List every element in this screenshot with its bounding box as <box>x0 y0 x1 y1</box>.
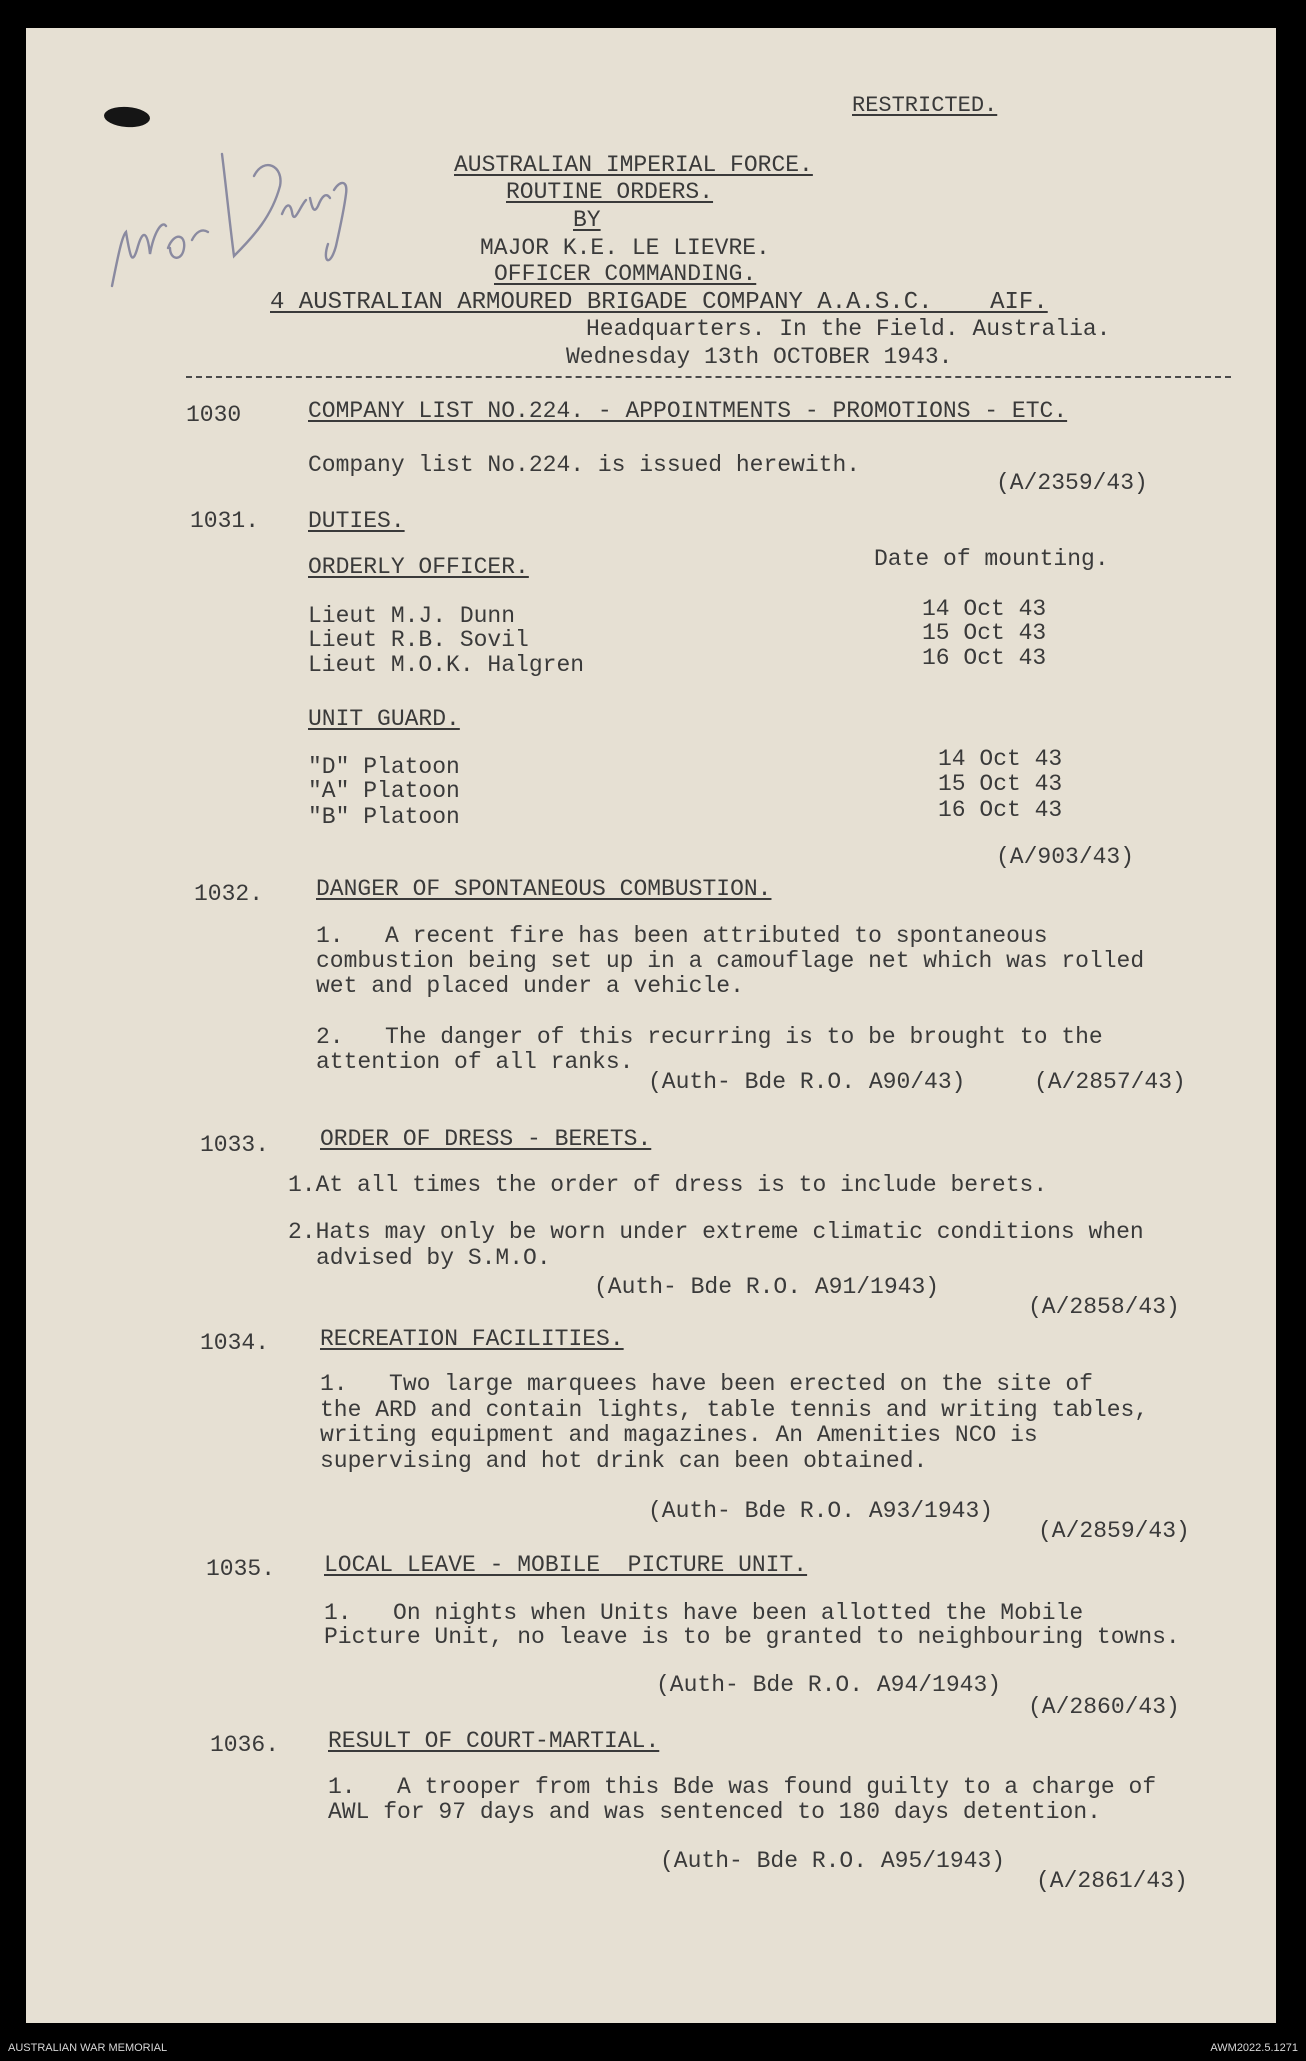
header-divider <box>186 376 1231 378</box>
order-ref-1031: (A/903/43) <box>996 844 1135 870</box>
paragraph-line: AWL for 97 days and was sentenced to 180 days detention. <box>328 1799 1101 1825</box>
ink-blot <box>103 105 150 128</box>
order-number-1036: 1036. <box>210 1732 280 1758</box>
order-number-1030: 1030 <box>186 402 242 428</box>
order-authority-1035: (Auth- Bde R.O. A94/1943) <box>656 1672 1002 1698</box>
officer-date: 16 Oct 43 <box>922 645 1047 671</box>
order-ref-1036: (A/2861/43) <box>1036 1868 1188 1894</box>
paragraph-line: 1. Two large marquees have been erected on the site of <box>320 1371 1093 1397</box>
order-number-1033: 1033. <box>200 1132 270 1158</box>
order-title-1030: COMPANY LIST NO.224. - APPOINTMENTS - PROMOTIONS - ETC. <box>308 398 1068 424</box>
order-authority-1032: (Auth- Bde R.O. A90/43) <box>648 1069 966 1095</box>
header-line-routine-orders: ROUTINE ORDERS. <box>506 179 714 205</box>
guard-date: 15 Oct 43 <box>938 771 1063 797</box>
order-title-1033: ORDER OF DRESS - BERETS. <box>320 1126 652 1152</box>
document-page <box>26 28 1276 2023</box>
officer-date: 15 Oct 43 <box>922 620 1047 646</box>
officer-name: Lieut M.J. Dunn <box>308 603 516 629</box>
order-title-1031: DUTIES. <box>308 508 405 534</box>
order-number-1031: 1031. <box>190 508 260 534</box>
paragraph-line: combustion being set up in a camouflage net which was rolled <box>316 948 1145 974</box>
archive-name: AUSTRALIAN WAR MEMORIAL <box>8 2041 168 2054</box>
order-number-1032: 1032. <box>194 881 264 907</box>
paragraph-line: writing equipment and magazines. An Amenities NCO is <box>320 1422 1038 1448</box>
guard-date: 14 Oct 43 <box>938 746 1063 772</box>
header-line-force: AUSTRALIAN IMPERIAL FORCE. <box>454 152 813 178</box>
guard-platoon: "A" Platoon <box>308 778 460 804</box>
orderly-officer-heading: ORDERLY OFFICER. <box>308 554 529 580</box>
header-line-date: Wednesday 13th OCTOBER 1943. <box>566 344 953 370</box>
order-number-1034: 1034. <box>200 1330 270 1356</box>
order-text-1030: Company list No.224. is issued herewith. <box>308 452 861 478</box>
order-title-1036: RESULT OF COURT-MARTIAL. <box>328 1728 660 1754</box>
paragraph-line: 2. The danger of this recurring is to be brought to the <box>316 1024 1103 1050</box>
order-title-1035: LOCAL LEAVE - MOBILE PICTURE UNIT. <box>324 1552 808 1578</box>
order-title-1034: RECREATION FACILITIES. <box>320 1326 624 1352</box>
date-of-mounting-heading: Date of mounting. <box>874 546 1109 572</box>
paragraph-line: 1.At all times the order of dress is to include berets. <box>288 1172 1048 1198</box>
guard-date: 16 Oct 43 <box>938 797 1063 823</box>
archive-footer <box>0 2034 1306 2061</box>
paragraph-line: attention of all ranks. <box>316 1049 634 1075</box>
header-line-by: BY <box>573 207 601 233</box>
officer-name: Lieut M.O.K. Halgren <box>308 652 585 678</box>
officer-name: Lieut R.B. Sovil <box>308 627 529 653</box>
paragraph-line: 1. On nights when Units have been allotted the Mobile <box>324 1600 1084 1626</box>
paragraph-line: 1. A trooper from this Bde was found guilty to a charge of <box>328 1774 1157 1800</box>
order-ref-1032: (A/2857/43) <box>1034 1069 1186 1095</box>
paragraph-line: 2.Hats may only be worn under extreme climatic conditions when <box>288 1219 1144 1245</box>
classification-marking: RESTRICTED. <box>852 93 998 118</box>
order-authority-1036: (Auth- Bde R.O. A95/1943) <box>660 1848 1006 1874</box>
order-authority-1033: (Auth- Bde R.O. A91/1943) <box>594 1274 940 1300</box>
order-ref-1034: (A/2859/43) <box>1038 1518 1190 1544</box>
paragraph-line: advised by S.M.O. <box>316 1245 551 1271</box>
guard-platoon: "D" Platoon <box>308 754 460 780</box>
order-number-1035: 1035. <box>206 1556 276 1582</box>
order-ref-1030: (A/2359/43) <box>996 470 1148 496</box>
paragraph-line: wet and placed under a vehicle. <box>316 973 744 999</box>
header-line-location: Headquarters. In the Field. Australia. <box>586 316 1111 342</box>
officer-date: 14 Oct 43 <box>922 596 1047 622</box>
guard-platoon: "B" Platoon <box>308 804 460 830</box>
header-line-officer-commanding: OFFICER COMMANDING. <box>494 261 757 287</box>
order-title-1032: DANGER OF SPONTANEOUS COMBUSTION. <box>316 876 772 902</box>
order-authority-1034: (Auth- Bde R.O. A93/1943) <box>648 1498 994 1524</box>
header-line-commander: MAJOR K.E. LE LIEVRE. <box>480 235 770 261</box>
order-ref-1033: (A/2858/43) <box>1028 1294 1180 1320</box>
paragraph-line: 1. A recent fire has been attributed to spontaneous <box>316 923 1048 949</box>
header-line-unit: 4 AUSTRALIAN ARMOURED BRIGADE COMPANY A.A.S.C. AIF. <box>270 289 1048 316</box>
paragraph-line: supervising and hot drink can been obtained. <box>320 1448 928 1474</box>
handwritten-annotation <box>104 136 384 296</box>
order-ref-1035: (A/2860/43) <box>1028 1694 1180 1720</box>
unit-guard-heading: UNIT GUARD. <box>308 706 460 732</box>
archive-reference: AWM2022.5.1271 <box>1210 2041 1298 2054</box>
paragraph-line: Picture Unit, no leave is to be granted to neighbouring towns. <box>324 1624 1180 1650</box>
paragraph-line: the ARD and contain lights, table tennis and writing tables, <box>320 1397 1149 1423</box>
